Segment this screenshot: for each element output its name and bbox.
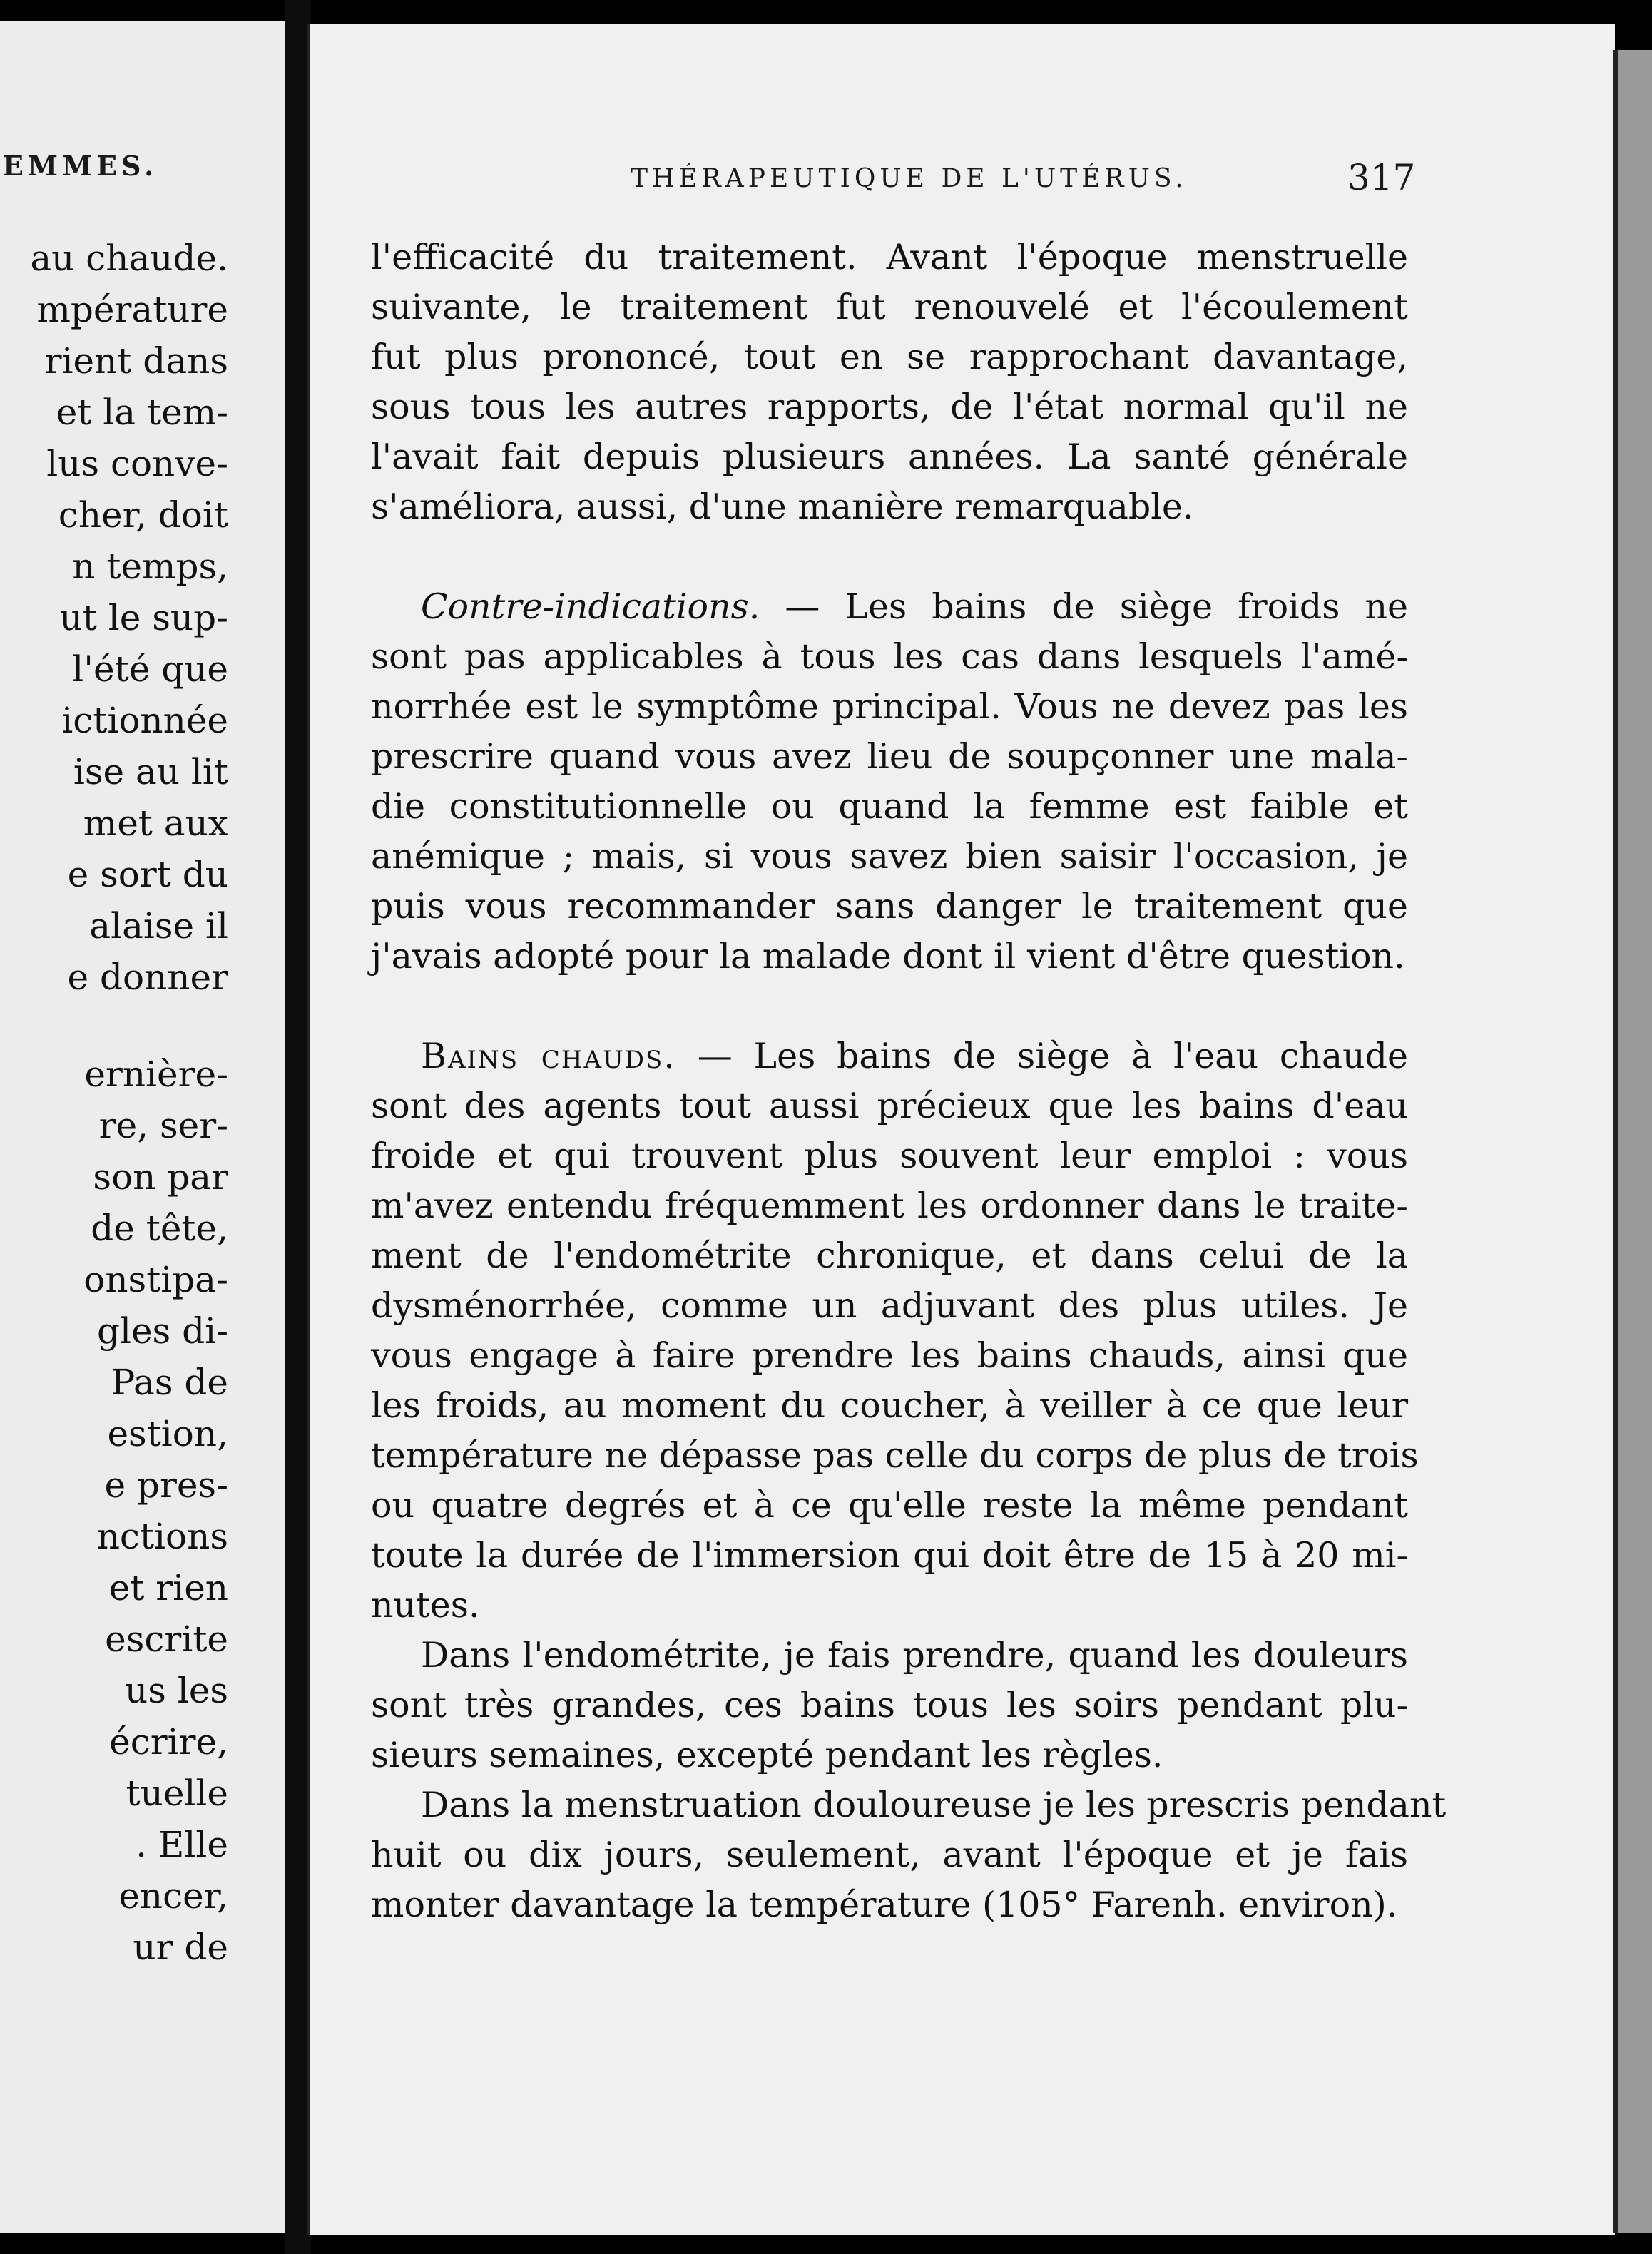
left-page-line: us les [125, 1670, 228, 1711]
paragraph-line: sous tous les autres rapports, de l'état normal qu'il ne [371, 387, 1408, 427]
left-text-top [0, 233, 228, 1003]
left-page-line: nctions [96, 1516, 228, 1557]
left-page-line: ernière- [84, 1054, 228, 1095]
section-heading-contre-indications: Contre-indications. [421, 586, 760, 627]
page-edge [1613, 50, 1652, 2233]
left-page-line: gles di- [96, 1310, 228, 1352]
left-page-line: e pres- [104, 1464, 228, 1506]
paragraph-line: dysménorrhée, comme un adjuvant des plus utiles. Je [371, 1285, 1408, 1326]
left-page-line: écrire, [109, 1721, 228, 1763]
paragraph-line: vous engage à faire prendre les bains chauds, ainsi que [371, 1335, 1408, 1376]
paragraph-line: norrhée est le symptôme principal. Vous ne devez pas les [371, 686, 1408, 727]
paragraph-first-line [371, 582, 1408, 632]
paragraph-line: sont très grandes, ces bains tous les soirs pendant plu- [371, 1685, 1408, 1725]
paragraph-line: froide et qui trouvent plus souvent leur emploi : vous [371, 1136, 1408, 1176]
left-page-line: lus conve- [46, 443, 228, 484]
running-head: THÉRAPEUTIQUE DE L'UTÉRUS. [631, 164, 1188, 193]
left-page-line: et la tem- [56, 392, 228, 433]
left-page-line: tuelle [126, 1773, 228, 1814]
paragraph-line: j'avais adopté pour la malade dont il vient d'être question. [371, 936, 1405, 976]
left-page-line: ise au lit [73, 751, 228, 792]
paragraph-line: sont pas applicables à tous les cas dans lesquels l'amé- [371, 636, 1408, 677]
paragraph-line: monter davantage la température (105° Farenh. environ). [371, 1885, 1398, 1925]
paragraph-bains-chauds [371, 1031, 1419, 1631]
paragraph-line: nutes. [371, 1585, 480, 1626]
left-page-line: ut le sup- [59, 597, 228, 638]
paragraph-line: s'améliora, aussi, d'une manière remarquable. [371, 486, 1194, 527]
paragraph-line: — Les bains de siège froids ne [785, 586, 1409, 627]
left-page-line: Pas de [111, 1362, 228, 1403]
paragraph-line: suivante, le traitement fut renouvelé et l'écoulement [371, 287, 1408, 327]
paragraph-line: puis vous recommander sans danger le traitement que [371, 886, 1408, 927]
paragraph-menstruation [371, 1780, 1447, 1930]
left-page-line: ictionnée [61, 700, 228, 741]
paragraph-line: anémique ; mais, si vous savez bien saisir l'occasion, je [371, 836, 1408, 877]
paragraph-line: sont des agents tout aussi précieux que les bains d'eau [371, 1086, 1408, 1126]
left-page-line: cher, doit [58, 494, 228, 536]
page-body [371, 233, 1447, 1930]
left-page-line: encer, [118, 1875, 228, 1917]
paragraph-first-line [371, 1031, 1408, 1081]
paragraph-line: les froids, au moment du coucher, à veiller à ce que leur [371, 1385, 1408, 1426]
left-text-bottom [0, 1049, 228, 1973]
paragraph-line: die constitutionnelle ou quand la femme est faible et [371, 786, 1408, 827]
paragraph-line: fut plus prononcé, tout en se rapprochant davantage, [371, 337, 1408, 377]
left-page-line: au chaude. [30, 238, 228, 279]
left-page-line: ur de [133, 1927, 228, 1968]
paragraph-line: m'avez entendu fréquemment les ordonner dans le traite- [371, 1185, 1408, 1226]
paragraph-line: — Les bains de siège à l'eau chaude [697, 1036, 1408, 1076]
left-page-line: l'été que [72, 648, 228, 690]
paragraph-line: huit ou dix jours, seulement, avant l'époque et je fais [371, 1835, 1408, 1875]
left-page-line: . Elle [136, 1824, 228, 1865]
left-page-line: son par [93, 1156, 228, 1198]
left-page-line: mpérature [36, 289, 228, 330]
left-page-line: n temps, [72, 546, 228, 587]
paragraph-continuation [371, 233, 1408, 532]
paragraph-line: prescrire quand vous avez lieu de soupçonner une mala- [371, 736, 1408, 777]
paragraph-line: l'efficacité du traitement. Avant l'époque menstruelle [371, 237, 1408, 277]
left-page-line: escrite [105, 1618, 228, 1660]
book-page [307, 24, 1615, 2235]
left-page-line: met aux [83, 802, 228, 844]
page-number: 317 [1347, 157, 1416, 198]
left-running-head: EMMES. [3, 150, 158, 182]
left-page-line: onstipa- [83, 1259, 228, 1300]
section-heading-bains-chauds: Bains chauds. [421, 1036, 676, 1076]
left-page-line: e donner [67, 957, 228, 998]
paragraph-line: Dans l'endométrite, je fais prendre, quand les douleurs [421, 1635, 1408, 1676]
left-page-line: e sort du [67, 854, 228, 895]
paragraph-line: toute la durée de l'immersion qui doit être de 15 à 20 mi- [371, 1535, 1408, 1576]
paragraph-endometrite [371, 1631, 1408, 1780]
paragraph-line: ment de l'endométrite chronique, et dans celui de la [371, 1235, 1408, 1276]
left-page-line: alaise il [89, 905, 228, 947]
left-page-line: de tête, [91, 1208, 228, 1249]
left-page-fragment [0, 21, 285, 2233]
left-page-line: re, ser- [98, 1105, 228, 1146]
paragraph-line: l'avait fait depuis plusieurs années. La santé générale [371, 437, 1408, 477]
paragraph-line: ou quatre degrés et à ce qu'elle reste la même pendant [371, 1485, 1408, 1526]
left-page-line: rient dans [44, 340, 228, 382]
left-page-line: et rien [108, 1567, 228, 1608]
paragraph-line: température ne dépasse pas celle du corps de plus de trois [371, 1435, 1419, 1476]
left-page-line: estion, [107, 1413, 228, 1454]
paragraph-line: sieurs semaines, excepté pendant les règles. [371, 1735, 1163, 1775]
paragraph-contre-indications [371, 582, 1408, 981]
paragraph-line: Dans la menstruation douloureuse je les prescris pendant [421, 1785, 1447, 1825]
